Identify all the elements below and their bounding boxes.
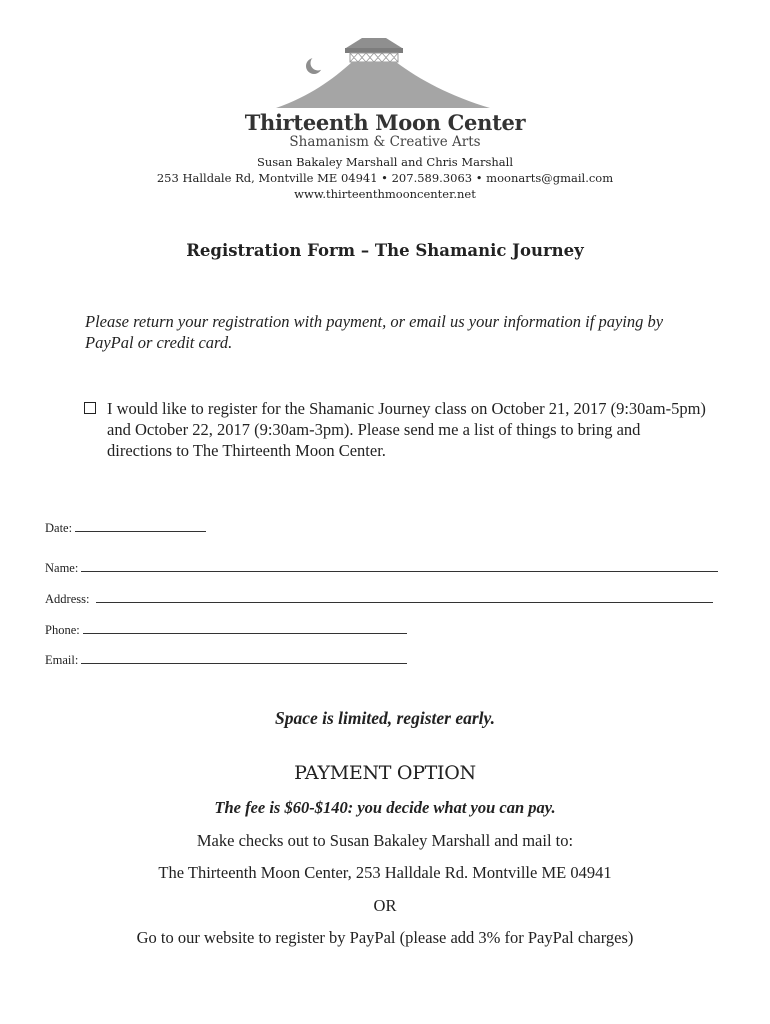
fee-text: The fee is $60-$140: you decide what you can pay. [214,798,556,817]
mailing-address: The Thirteenth Moon Center, 253 Halldale Rd. Montville ME 04941 [158,863,612,882]
intro-text: Please return your registration with payment, or email us your information if paying by PayPal or credit card. [85,312,664,352]
org-contact: 253 Halldale Rd, Montville ME 04941 • 207.589.3063 • moonarts@gmail.com [156,171,614,185]
address-label: Address: [45,592,90,606]
name-label: Name: [45,561,79,575]
date-field-row [45,520,206,536]
email-label: Email: [45,653,79,667]
moon-center-logo [270,36,492,112]
or-text: OR [373,896,397,915]
form-title: Registration Form – The Shamanic Journey [186,241,584,260]
org-name: Thirteenth Moon Center [244,110,526,135]
phone-label: Phone: [45,623,80,637]
org-people: Susan Bakaley Marshall and Chris Marshall [256,155,514,169]
name-field-row [45,560,718,576]
date-label: Date: [45,521,73,535]
org-website: www.thirteenthmooncenter.net [294,187,476,201]
phone-field-row [45,622,407,638]
date-input-line[interactable] [75,520,206,532]
register-checkbox-label: I would like to register for the Shamanic Journey class on October 21, 2017 (9:30am-5pm) and October 22, 2017 (9:30am-3pm). Please send me a list of things to bring and directions to The Thirteenth Moon Center. [107,399,706,460]
payment-heading: PAYMENT OPTION [294,762,476,784]
space-notice: Space is limited, register early. [274,708,495,728]
register-checkbox[interactable] [84,402,96,414]
email-field-row [45,652,407,668]
phone-input-line[interactable] [83,622,407,634]
address-input-line[interactable] [96,591,713,603]
address-field-row [45,591,713,607]
name-input-line[interactable] [81,560,718,572]
checks-text: Make checks out to Susan Bakaley Marshall and mail to: [196,831,574,850]
email-input-line[interactable] [81,652,407,664]
crescent-moon-icon [306,56,326,75]
org-tagline: Shamanism & Creative Arts [289,134,481,150]
paypal-text: Go to our website to register by PayPal (please add 3% for PayPal charges) [136,928,634,947]
